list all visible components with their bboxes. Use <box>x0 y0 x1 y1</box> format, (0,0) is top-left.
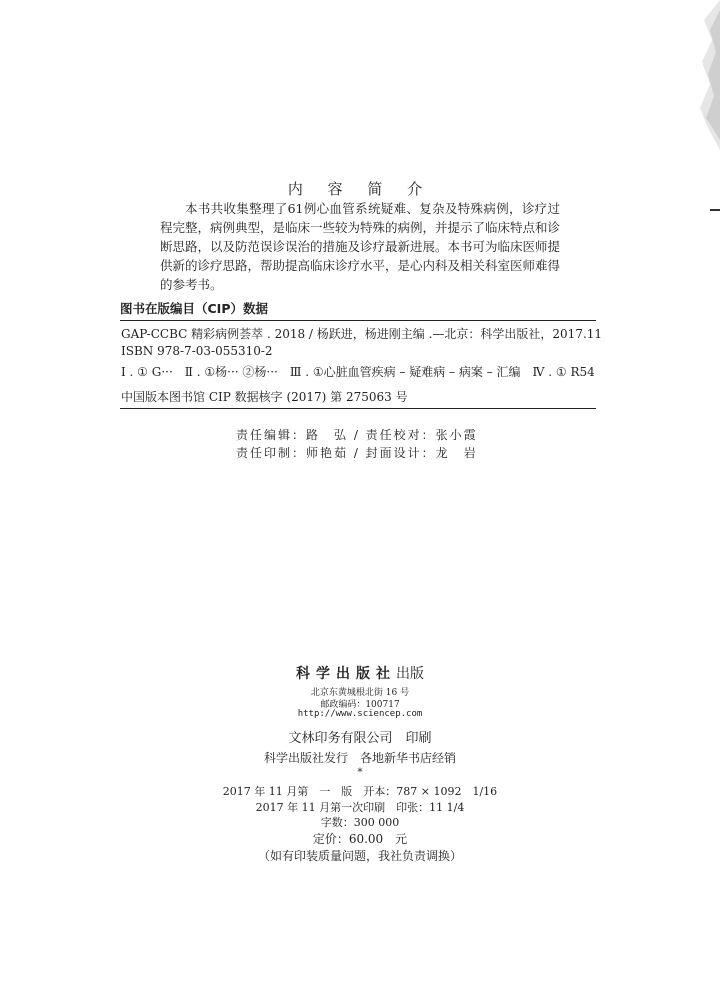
publisher-name <box>0 663 720 683</box>
quality-note: （如有印装质量问题，我社负责调换） <box>257 849 462 863</box>
cip-rule-top <box>120 320 596 321</box>
publisher-postcode: 邮政编码：100717 <box>320 700 400 710</box>
cip-isbn-line: ISBN 978-7-03-055310-2 <box>121 344 273 358</box>
publisher-name-text: 科学出版社 <box>296 666 396 682</box>
separator-star: * <box>357 767 363 778</box>
intro-body <box>160 199 560 294</box>
editors-line-1: 责任编辑：路 弘 / 责任校对：张小霞 <box>236 428 478 442</box>
edition-line: 2017 年 11 月第 一 版 开本：787 × 1092 1/16 <box>222 785 498 798</box>
publisher-address: 北京东黄城根北街 16 号 <box>310 688 410 698</box>
publisher-suffix: 出版 <box>396 666 424 682</box>
wordcount-line: 字数：300 000 <box>320 816 400 829</box>
cip-heading: 图书在版编目（CIP）数据 <box>120 301 268 316</box>
distribution-line: 科学出版社发行 各地新华书店经销 <box>263 751 456 765</box>
editors-line-2: 责任印制：师艳茹 / 封面设计：龙 岩 <box>236 446 478 460</box>
intro-paragraph: 本书共收集整理了61例心血管系统疑难、复杂及特殊病例，诊疗过程完整，病例典型，是临床一些较为特殊的病例，并提示了临床特点和诊断思路，以及防范误诊误治的措施及诊疗最新进展。本书可为临床医师提供新的诊疗思路，帮助提高临床诊疗水平，是心内科及相关科室医师难得的参考书。 <box>160 201 561 292</box>
cip-classification-line: Ⅰ . ① G··· Ⅱ . ①杨··· ②杨··· Ⅲ . ①心脏血管疾病 – 疑难病 – 病案 – 汇编 Ⅳ . ① R54 <box>121 365 595 379</box>
cip-title-line: GAP-CCBC 精彩病例荟萃 . 2018 / 杨跃进，杨进刚主编 .—北京：科学出版社，2017.11 <box>121 327 603 341</box>
intro-title: 内 容 简 介 <box>287 180 433 198</box>
corner-ornament <box>698 0 720 150</box>
cip-record-line: 中国版本图书馆 CIP 数据核字 (2017) 第 275063 号 <box>121 390 408 404</box>
edge-mark <box>710 209 720 211</box>
price-line: 定价：60.00 元 <box>312 832 408 846</box>
printing-line: 2017 年 11 月第一次印刷 印张：11 1/4 <box>255 801 465 814</box>
cip-rule-bottom <box>120 408 596 409</box>
printer-line: 文林印务有限公司 印刷 <box>288 731 432 746</box>
publisher-url: http://www.sciencep.com <box>297 709 423 719</box>
